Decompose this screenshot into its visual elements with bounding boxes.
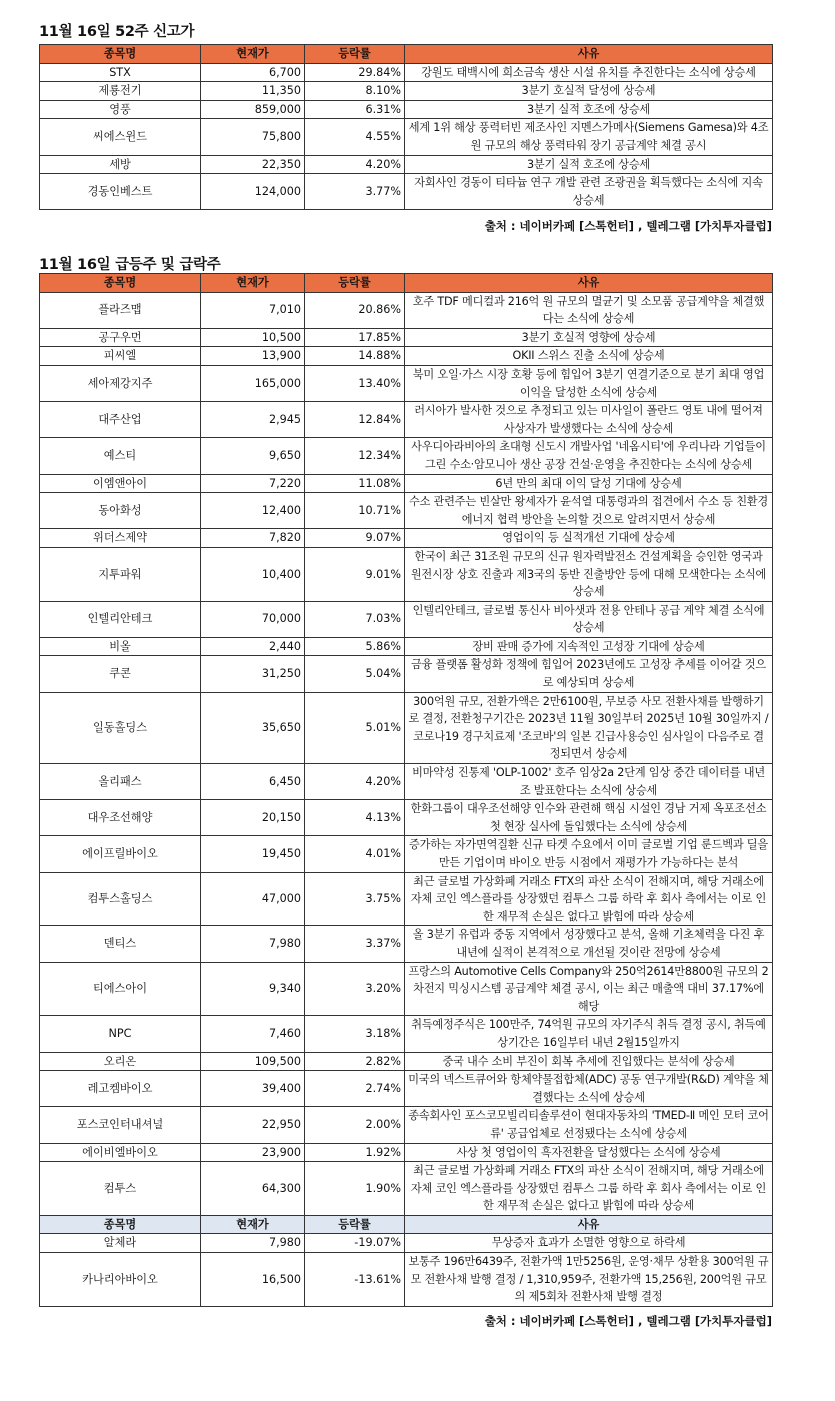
table-row — [40, 926, 773, 962]
stock-change: 9.01% — [305, 547, 405, 601]
stock-price: 47,000 — [201, 872, 305, 926]
stock-reason: 미국의 넥스트큐어와 항체약물접합체(ADC) 공동 연구개발(R&D) 계약을 체결했다는 소식에 상승세 — [405, 1071, 773, 1107]
stock-reason: 러시아가 발사한 것으로 추정되고 있는 미사일이 폴란드 영토 내에 떨어져 사상자가 발생했다는 소식에 상승세 — [405, 402, 773, 438]
stock-reason: 금융 플랫폼 활성화 정책에 힘입어 2023년에도 고성장 추세를 이어갈 것으로 예상되며 상승세 — [405, 656, 773, 692]
table-row — [40, 800, 773, 836]
table-row — [40, 474, 773, 493]
stock-reason: 수소 관련주는 빈살만 왕세자가 윤석열 대통령과의 접견에서 수소 등 친환경에너지 협력 방안을 논의할 것으로 알려지면서 상승세 — [405, 493, 773, 529]
highs-title: 11월 16일 52주 신고가 — [39, 24, 195, 40]
stock-price: 22,350 — [201, 155, 305, 174]
stock-reason: 북미 오일·가스 시장 호황 등에 힘입어 3분기 연결기준으로 분기 최대 영업이익을 달성한 소식에 상승세 — [405, 365, 773, 401]
stock-price: 6,700 — [201, 63, 305, 82]
stock-reason: 한국이 최근 31조원 규모의 신규 원자력발전소 건설계획을 승인한 영국과 원전시장 상호 진출과 제3국의 동반 진출방안 등에 대해 모색한다는 소식에 상승세 — [405, 547, 773, 601]
stock-name: 비올 — [40, 637, 201, 656]
stock-reason: 최근 글로벌 가상화폐 거래소 FTX의 파산 소식이 전해지며, 해당 거래소에 자체 코인 엑스플라를 상장했던 컴투스 그룹 하락 후 회사 측에서는 이로 인한 재무적 손실은 없다고 밝힘에 따라 상승세 — [405, 1162, 773, 1216]
stock-reason: 3분기 실적 호조에 상승세 — [405, 100, 773, 119]
table-row — [40, 962, 773, 1016]
stock-name: 플라즈맵 — [40, 292, 201, 328]
stock-name: STX — [40, 63, 201, 82]
table-row — [40, 547, 773, 601]
stock-price: 7,980 — [201, 926, 305, 962]
falling-header-row — [40, 1215, 773, 1234]
stock-price: 7,460 — [201, 1016, 305, 1052]
movers-source: 출처 : 네이버카페 [스톡헌터] , 텔레그램 [가치투자클럽] — [484, 1314, 772, 1328]
table-row — [40, 692, 773, 763]
stock-price: 10,500 — [201, 328, 305, 347]
stock-name: 동아화성 — [40, 493, 201, 529]
stock-reason: 한화그룹이 대우조선해양 인수와 관련해 핵심 시설인 경남 거제 옥포조선소 첫 현장 실사에 돌입했다는 소식에 상승세 — [405, 800, 773, 836]
col-header-reason: 사유 — [405, 274, 773, 293]
stock-name: 제룡전기 — [40, 82, 201, 101]
stock-reason: 3분기 호실적 달성에 상승세 — [405, 82, 773, 101]
table-row — [40, 836, 773, 872]
stock-change: 14.88% — [305, 347, 405, 366]
stock-name: 위더스제약 — [40, 529, 201, 548]
table-row — [40, 1234, 773, 1253]
stock-price: 165,000 — [201, 365, 305, 401]
col-header-price: 현재가 — [201, 45, 305, 64]
stock-reason: 강원도 태백시에 희소금속 생산 시설 유치를 추진한다는 소식에 상승세 — [405, 63, 773, 82]
stock-reason: OKII 스위스 진출 소식에 상승세 — [405, 347, 773, 366]
stock-change: -19.07% — [305, 1234, 405, 1253]
table-row — [40, 82, 773, 101]
stock-name: 컴투스 — [40, 1162, 201, 1216]
stock-change: 9.07% — [305, 529, 405, 548]
table-row — [40, 347, 773, 366]
col-header-price: 현재가 — [201, 274, 305, 293]
stock-change: 10.71% — [305, 493, 405, 529]
table-row — [40, 1143, 773, 1162]
stock-price: 124,000 — [201, 174, 305, 210]
stock-name: 피씨엘 — [40, 347, 201, 366]
stock-name: 공구우먼 — [40, 328, 201, 347]
stock-change: 1.92% — [305, 1143, 405, 1162]
stock-change: 3.77% — [305, 174, 405, 210]
stock-name: 카나리아바이오 — [40, 1253, 201, 1307]
stock-change: 4.01% — [305, 836, 405, 872]
table-row — [40, 637, 773, 656]
stock-change: -13.61% — [305, 1253, 405, 1307]
stock-reason: 3분기 호실적 영향에 상승세 — [405, 328, 773, 347]
stock-change: 12.84% — [305, 402, 405, 438]
stock-price: 75,800 — [201, 119, 305, 155]
stock-name: NPC — [40, 1016, 201, 1052]
stock-change: 6.31% — [305, 100, 405, 119]
table-row — [40, 872, 773, 926]
col-header-price: 현재가 — [201, 1215, 305, 1234]
table-row — [40, 1052, 773, 1071]
stock-change: 2.74% — [305, 1071, 405, 1107]
col-header-change: 등락률 — [305, 45, 405, 64]
table-row — [40, 174, 773, 210]
stock-name: 세방 — [40, 155, 201, 174]
stock-change: 5.86% — [305, 637, 405, 656]
stock-name: 씨에스윈드 — [40, 119, 201, 155]
stock-price: 20,150 — [201, 800, 305, 836]
stock-change: 4.13% — [305, 800, 405, 836]
stock-name: 지투파워 — [40, 547, 201, 601]
stock-reason: 사상 첫 영업이익 흑자전환을 달성했다는 소식에 상승세 — [405, 1143, 773, 1162]
stock-change: 5.01% — [305, 692, 405, 763]
stock-name: 에이비엘바이오 — [40, 1143, 201, 1162]
table-row — [40, 529, 773, 548]
col-header-change: 등락률 — [305, 1215, 405, 1234]
stock-name: 대우조선해양 — [40, 800, 201, 836]
stock-reason: 보통주 196만6439주, 전환가액 1만5256원, 운영·채무 상환용 300억원 규모 전환사채 발행 결정 / 1,310,959주, 전환가액 15,256원, 200억원 규모의 제5회차 전환사채 발행 결정 — [405, 1253, 773, 1307]
col-header-change: 등락률 — [305, 274, 405, 293]
stock-change: 3.37% — [305, 926, 405, 962]
table-row — [40, 100, 773, 119]
movers-header-row — [40, 274, 773, 293]
stock-reason: 영업이익 등 실적개선 기대에 상승세 — [405, 529, 773, 548]
stock-change: 3.20% — [305, 962, 405, 1016]
stock-price: 7,820 — [201, 529, 305, 548]
stock-reason: 세계 1위 해상 풍력터빈 제조사인 지멘스가메사(Siemens Gamesa)와 4조원 규모의 해상 풍력타워 장기 공급계약 체결 공시 — [405, 119, 773, 155]
table-row — [40, 1162, 773, 1216]
stock-name: 예스티 — [40, 438, 201, 474]
stock-reason: 무상증자 효과가 소멸한 영향으로 하락세 — [405, 1234, 773, 1253]
table-row — [40, 1071, 773, 1107]
stock-change: 20.86% — [305, 292, 405, 328]
stock-reason: 프랑스의 Automotive Cells Company와 250억2614만8800원 규모의 2차전지 믹싱시스템 공급계약 체결 공시, 이는 최근 매출액 대비 37.17%에 해당 — [405, 962, 773, 1016]
stock-reason: 올 3분기 유럽과 중동 지역에서 성장했다고 분석, 올해 기초체력을 다진 후 내년에 실적이 본격적으로 개선될 것이란 전망에 상승세 — [405, 926, 773, 962]
stock-price: 11,350 — [201, 82, 305, 101]
stock-change: 13.40% — [305, 365, 405, 401]
stock-price: 7,010 — [201, 292, 305, 328]
table-row — [40, 656, 773, 692]
stock-name: 이엠앤아이 — [40, 474, 201, 493]
stock-reason: 취득예정주식은 100만주, 74억원 규모의 자기주식 취득 결정 공시, 취득예상기간은 16일부터 내년 2월15일까지 — [405, 1016, 773, 1052]
table-row — [40, 1107, 773, 1143]
stock-price: 859,000 — [201, 100, 305, 119]
stock-reason: 자회사인 경동이 티타늄 연구 개발 관련 조광권을 획득했다는 소식에 지속 상승세 — [405, 174, 773, 210]
stock-price: 2,440 — [201, 637, 305, 656]
table-row — [40, 438, 773, 474]
stock-name: 티에스아이 — [40, 962, 201, 1016]
stock-price: 22,950 — [201, 1107, 305, 1143]
stock-reason: 중국 내수 소비 부진이 회복 추세에 진입했다는 분석에 상승세 — [405, 1052, 773, 1071]
stock-change: 29.84% — [305, 63, 405, 82]
stock-name: 레고켐바이오 — [40, 1071, 201, 1107]
stock-name: 덴티스 — [40, 926, 201, 962]
highs-table — [39, 44, 773, 210]
stock-price: 7,980 — [201, 1234, 305, 1253]
table-row — [40, 328, 773, 347]
stock-change: 11.08% — [305, 474, 405, 493]
table-row — [40, 1016, 773, 1052]
stock-name: 세아제강지주 — [40, 365, 201, 401]
stock-change: 8.10% — [305, 82, 405, 101]
stock-price: 70,000 — [201, 601, 305, 637]
table-row — [40, 119, 773, 155]
stock-name: 영풍 — [40, 100, 201, 119]
stock-price: 9,650 — [201, 438, 305, 474]
stock-name: 인텔리안테크 — [40, 601, 201, 637]
stock-reason: 호주 TDF 메디컬과 216억 원 규모의 멸균기 및 소모품 공급계약을 체결했다는 소식에 상승세 — [405, 292, 773, 328]
stock-price: 16,500 — [201, 1253, 305, 1307]
stock-price: 19,450 — [201, 836, 305, 872]
table-row — [40, 155, 773, 174]
table-row — [40, 493, 773, 529]
stock-reason: 최근 글로벌 가상화폐 거래소 FTX의 파산 소식이 전해지며, 해당 거래소에 자체 코인 엑스플라를 상장했던 컴투스 그룹 하락 후 회사 측에서는 이로 인한 재무적 손실은 없다고 밝힘에 따라 상승세 — [405, 872, 773, 926]
stock-price: 9,340 — [201, 962, 305, 1016]
highs-source: 출처 : 네이버카페 [스톡헌터] , 텔레그램 [가치투자클럽] — [484, 219, 772, 233]
stock-name: 알체라 — [40, 1234, 201, 1253]
stock-change: 4.55% — [305, 119, 405, 155]
table-row — [40, 1253, 773, 1307]
stock-name: 포스코인터내셔널 — [40, 1107, 201, 1143]
col-header-name: 종목명 — [40, 1215, 201, 1234]
col-header-name: 종목명 — [40, 274, 201, 293]
stock-name: 컴투스홀딩스 — [40, 872, 201, 926]
stock-name: 쿠콘 — [40, 656, 201, 692]
stock-reason: 3분기 실적 호조에 상승세 — [405, 155, 773, 174]
stock-reason: 종속회사인 포스코모빌리티솔루션이 현대자동차의 'TMED-Ⅱ 메인 모터 코어류' 공급업체로 선정됐다는 소식에 상승세 — [405, 1107, 773, 1143]
table-row — [40, 63, 773, 82]
stock-price: 6,450 — [201, 764, 305, 800]
movers-title: 11월 16일 급등주 및 급락주 — [39, 257, 221, 273]
stock-price: 12,400 — [201, 493, 305, 529]
movers-table — [39, 273, 773, 1307]
col-header-reason: 사유 — [405, 1215, 773, 1234]
stock-price: 7,220 — [201, 474, 305, 493]
stock-name: 경동인베스트 — [40, 174, 201, 210]
stock-reason: 장비 판매 증가에 지속적인 고성장 기대에 상승세 — [405, 637, 773, 656]
stock-price: 109,500 — [201, 1052, 305, 1071]
stock-price: 23,900 — [201, 1143, 305, 1162]
table-row — [40, 365, 773, 401]
stock-price: 31,250 — [201, 656, 305, 692]
stock-reason: 비마약성 진통제 'OLP-1002' 호주 임상2a 2단계 임상 중간 데이터를 내년 조 발표한다는 소식에 상승세 — [405, 764, 773, 800]
stock-change: 3.18% — [305, 1016, 405, 1052]
table-row — [40, 601, 773, 637]
stock-change: 17.85% — [305, 328, 405, 347]
col-header-name: 종목명 — [40, 45, 201, 64]
stock-change: 4.20% — [305, 764, 405, 800]
stock-name: 올리패스 — [40, 764, 201, 800]
stock-reason: 인텔리안테크, 글로벌 통신사 비아샛과 전용 안테나 공급 계약 체결 소식에 상승세 — [405, 601, 773, 637]
stock-change: 5.04% — [305, 656, 405, 692]
highs-header-row — [40, 45, 773, 64]
stock-price: 64,300 — [201, 1162, 305, 1216]
stock-name: 오리온 — [40, 1052, 201, 1071]
stock-price: 39,400 — [201, 1071, 305, 1107]
stock-change: 4.20% — [305, 155, 405, 174]
stock-price: 2,945 — [201, 402, 305, 438]
stock-name: 대주산업 — [40, 402, 201, 438]
stock-change: 2.00% — [305, 1107, 405, 1143]
stock-name: 에이프릴바이오 — [40, 836, 201, 872]
stock-reason: 사우디아라비아의 초대형 신도시 개발사업 '네옴시티'에 우리나라 기업들이 그린 수소·암모니아 생산 공장 건설·운영을 추진한다는 소식에 상승세 — [405, 438, 773, 474]
stock-reason: 6년 만의 최대 이익 달성 기대에 상승세 — [405, 474, 773, 493]
stock-change: 7.03% — [305, 601, 405, 637]
stock-price: 13,900 — [201, 347, 305, 366]
stock-price: 10,400 — [201, 547, 305, 601]
table-row — [40, 764, 773, 800]
stock-change: 1.90% — [305, 1162, 405, 1216]
stock-reason: 증가하는 자가면역질환 신규 타겟 수요에서 이미 글로벌 기업 룬드벡과 딜을 만든 기업이며 바이오 반등 시점에서 재평가가 가능하다는 분석 — [405, 836, 773, 872]
stock-name: 일동홀딩스 — [40, 692, 201, 763]
stock-change: 3.75% — [305, 872, 405, 926]
stock-price: 35,650 — [201, 692, 305, 763]
col-header-reason: 사유 — [405, 45, 773, 64]
table-row — [40, 292, 773, 328]
table-row — [40, 402, 773, 438]
stock-reason: 300억원 규모, 전환가액은 2만6100원, 무보증 사모 전환사채를 발행하기로 결정, 전환청구기간은 2023년 11월 30일부터 2025년 10월 30일까지 / 코로나19 경구치료제 '조코바'의 일본 긴급사용승인 심사일이 다음주로 결정되면서 상승세 — [405, 692, 773, 763]
stock-change: 12.34% — [305, 438, 405, 474]
stock-change: 2.82% — [305, 1052, 405, 1071]
